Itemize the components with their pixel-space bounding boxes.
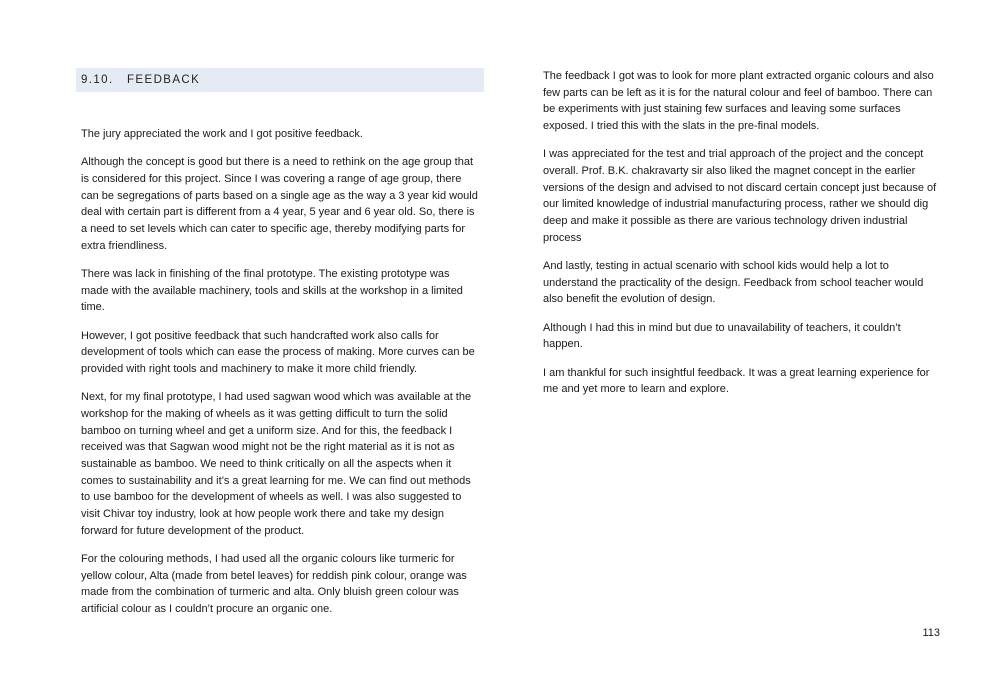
- paragraph: The feedback I got was to look for more plant extracted organic colours and also few parts can be left as it is for the natural colour and feel of bamboo. There can be experiments with just staining few surfaces and leaving some surfaces exposed. I tried this with the slats in the pre-final models.: [543, 70, 934, 133]
- section-number: 9.10.: [81, 74, 114, 86]
- paragraph: There was lack in finishing of the final prototype. The existing prototype was made with the available machinery, tools and skills at the workshop in a limited time.: [81, 267, 463, 314]
- paragraph: Although I had this in mind but due to unavailability of teachers, it couldn’t happen.: [543, 321, 901, 351]
- paragraph: For the colouring methods, I had used all the organic colours like turmeric for yellow colour, Alta (made from betel leaves) for reddish pink colour, orange was made from the combination of turmeric and alta. Only bluish green colour was artificial colour as I couldn’t procure an organic one.: [81, 552, 467, 616]
- paragraph: Although the concept is good but there is a need to rethink on the age group that is considered for this project. Since I was covering a range of age group, there can be segregations of parts based on a single age as the way a 3 year kid would deal with certain part is different from a 4 year, 5 year and 6 year old. So, there is a need to set levels which can cater to specific age, thereby modifying parts for extra friendliness.: [81, 156, 478, 252]
- paragraph: I am thankful for such insightful feedback. It was a great learning experience for me and yet more to learn and explore.: [543, 366, 930, 396]
- section-title: FEEDBACK: [127, 74, 201, 86]
- paragraph: I was appreciated for the test and trial approach of the project and the concept overall. Prof. B.K. chakravarty sir also liked the magnet concept in the earlier versions of the design and advised to not discard certain concept just because of our limited knowledge of industrial manufacturing process, rather we should dig deep and make it possible as there are various technology driven industrial process: [543, 148, 937, 244]
- section-heading: [76, 68, 484, 92]
- left-text-column: [81, 126, 479, 629]
- paragraph: And lastly, testing in actual scenario with school kids would help a lot to understand the practicality of the design. Feedback from school teacher would also benefit the evolution of design.: [543, 260, 924, 306]
- page-number: 113: [922, 627, 940, 639]
- paragraph: However, I got positive feedback that such handcrafted work also calls for development of tools which can ease the process of making. More curves can be provided with right tools and machinery to make it more child friendly.: [81, 329, 475, 375]
- paragraph: Next, for my final prototype, I had used sagwan wood which was available at the workshop for the making of wheels as it was getting difficult to turn the solid bamboo on turning wheel and get a uniform size. And for this, the feedback I received was that Sagwan wood might not be the right material as it is not as sustainable as bamboo. We need to think critically on all the aspects when it comes to sustainability and it’s a great learning for me. We can find out methods to use bamboo for the development of wheels as well. I was also suggested to visit Chivar toy industry, look at how people work there and take my design forward for future development of the product.: [81, 391, 472, 537]
- right-text-column: [543, 68, 939, 409]
- paragraph: The jury appreciated the work and I got positive feedback.: [81, 128, 363, 140]
